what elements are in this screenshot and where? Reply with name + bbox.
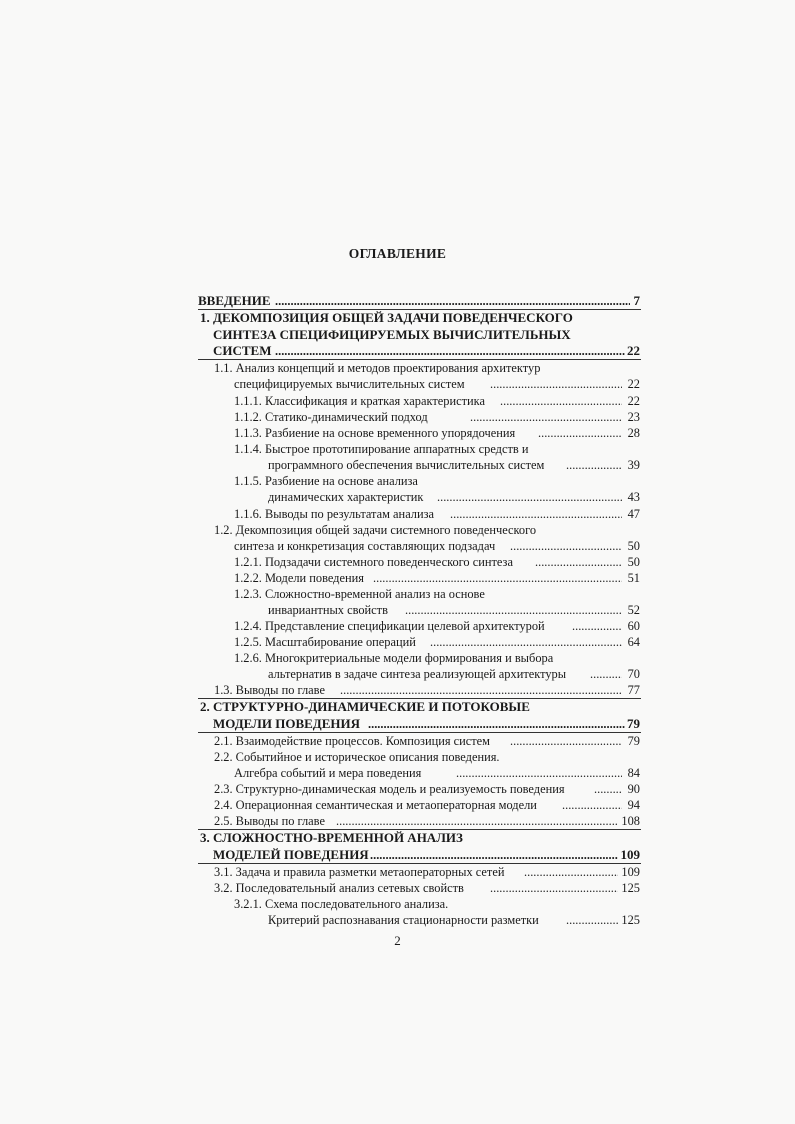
dot-leader [524,864,618,880]
toc-entry[interactable] [0,473,795,489]
toc-entry-text: 2.3. Структурно-динамическая модель и реализуемость поведения [214,782,565,796]
toc-entry[interactable] [0,716,795,732]
toc-entry-text: 1.2.4. Представление спецификации целевой архитектурой [234,619,545,633]
toc-entry-text: 1.1.5. Разбиение на основе анализа [234,474,418,488]
toc-entry[interactable] [0,813,795,829]
page-number: 2 [394,933,401,948]
toc-entry-text: 3.2. Последовательный анализ сетевых свойств [214,881,464,895]
toc-entry[interactable] [0,409,795,425]
dot-leader [566,912,618,928]
dot-leader [336,813,618,829]
dot-leader [470,409,622,425]
dot-leader [370,847,618,863]
dot-leader [368,716,625,732]
toc-entry[interactable] [0,586,795,602]
toc-entry[interactable] [0,634,795,650]
toc-entry-text: СИНТЕЗА СПЕЦИФИЦИРУЕМЫХ ВЫЧИСЛИТЕЛЬНЫХ [213,327,571,342]
toc-entry[interactable] [0,666,795,682]
dot-leader [275,293,630,309]
toc-entry[interactable] [0,538,795,554]
dot-leader [510,538,622,554]
toc-entry-page: 64 [627,635,640,649]
dot-leader [430,634,622,650]
dot-leader [405,602,622,618]
toc-entry[interactable] [0,650,795,666]
toc-entry[interactable] [0,293,795,309]
toc-entry[interactable] [0,765,795,781]
toc-entry[interactable] [0,797,795,813]
toc-entry[interactable] [0,360,795,376]
toc-entry-text: 1.3. Выводы по главе [214,683,325,697]
toc-entry-text: 1.1.6. Выводы по результатам анализа [234,507,435,521]
dot-leader [562,797,622,813]
toc-entry-text: 3.1. Задача и правила разметки метаоператорных сетей [214,865,505,879]
toc-entry-text: 1. ДЕКОМПОЗИЦИЯ ОБЩЕЙ ЗАДАЧИ ПОВЕДЕНЧЕСКОГО [200,310,573,325]
dot-leader [500,393,622,409]
toc-entry-text: СИСТЕМ [213,343,272,358]
toc-entry[interactable] [0,570,795,586]
toc-entry-text: 2.1. Взаимодействие процессов. Композиция систем [214,734,491,748]
toc-entry-text: 1.1.4. Быстрое прототипирование аппаратных средств и [234,442,529,456]
toc-entry-page: 39 [627,458,640,472]
toc-entry-text: 3.2.1. Схема последовательного анализа. [234,897,449,911]
toc-entry-page: 109 [621,865,640,879]
dot-leader [510,733,622,749]
toc-entry[interactable] [0,699,795,715]
toc-entry-text: 2.5. Выводы по главе [214,814,325,828]
toc-entry-text: 1.2.6. Многокритериальные модели формирования и выбора [234,651,554,665]
toc-entry-page: 43 [627,490,640,504]
toc-entry[interactable] [0,781,795,797]
toc-entry-text: 1.1.2. Статико-динамический подход [234,410,428,424]
toc-entry-text: 1.2.3. Сложностно-временной анализ на основе [234,587,485,601]
toc-entry-text: ВВЕДЕНИЕ [198,293,271,308]
toc-entry-text: 1.2.1. Подзадачи системного поведенческого синтеза [234,555,513,569]
toc-entry-page: 79 [627,716,640,731]
page-title: ОГЛАВЛЕНИЕ [348,246,447,261]
toc-entry-text: 2.2. Событийное и историческое описания поведения. [214,750,500,764]
toc-entry-text: специфицируемых вычислительных систем [234,377,465,391]
toc-entry[interactable] [0,554,795,570]
toc-entry-page: 23 [627,410,640,424]
dot-leader [490,880,618,896]
toc-entry-page: 22 [627,343,640,358]
dot-leader [456,765,622,781]
toc-entry-text: 3. СЛОЖНОСТНО-ВРЕМЕННОЙ АНАЛИЗ [200,830,463,845]
dot-leader [566,457,622,473]
toc-entry[interactable] [0,310,795,326]
toc-entry-text: 1.1.3. Разбиение на основе временного упорядочения [234,426,516,440]
toc-entry-page: 79 [627,734,640,748]
toc-entry-text: 1.2. Декомпозиция общей задачи системного поведенческого [214,523,537,537]
toc-entry[interactable] [0,618,795,634]
toc-entry-page: 109 [620,847,640,862]
toc-entry-page: 7 [633,293,640,308]
toc-entry-text: альтернатив в задаче синтеза реализующей архитектуры [268,667,567,681]
toc-entry-page: 22 [627,377,640,391]
toc-entry-text: 2.4. Операционная семантическая и метаоператорная модели [214,798,537,812]
dot-leader [535,554,622,570]
toc-entry-page: 94 [627,798,640,812]
toc-entry-text: 1.2.2. Модели поведения [234,571,364,585]
toc-entry-page: 50 [627,539,640,553]
toc-entry[interactable] [0,830,795,846]
toc-entry[interactable] [0,602,795,618]
toc-entry[interactable] [0,912,795,928]
toc-entry[interactable] [0,522,795,538]
dot-leader [373,570,622,586]
toc-entry-text: Критерий распознавания стационарности разметки [268,913,539,927]
toc-entry[interactable] [0,880,795,896]
dot-leader [450,506,622,522]
toc-entry-text: инвариантных свойств [268,603,388,617]
toc-entry-page: 84 [627,766,640,780]
toc-entry[interactable] [0,376,795,392]
toc-entry[interactable] [0,847,795,863]
toc-entry[interactable] [0,682,795,698]
toc-entry-page: 77 [627,683,640,697]
toc-entry[interactable] [0,441,795,457]
toc-entry-text: синтеза и конкретизация составляющих подзадач [234,539,496,553]
toc-entry[interactable] [0,489,795,505]
toc-entry-page: 52 [627,603,640,617]
dot-leader [538,425,622,441]
toc-entry-page: 50 [627,555,640,569]
toc-entry-text: МОДЕЛИ ПОВЕДЕНИЯ [213,716,361,731]
toc-entry-text: 1.1. Анализ концепций и методов проектирования архитектур [214,361,541,375]
toc-entry[interactable] [0,896,795,912]
toc-entry[interactable] [0,393,795,409]
toc-entry-page: 28 [627,426,640,440]
toc-entry-text: МОДЕЛЕЙ ПОВЕДЕНИЯ [213,847,369,862]
toc-entry-text: 1.1.1. Классификация и краткая характеристика [234,394,485,408]
toc-entry[interactable] [0,864,795,880]
toc-entry-page: 125 [621,881,640,895]
toc-entry-text: программного обеспечения вычислительных систем [268,458,545,472]
toc-entry-page: 125 [621,913,640,927]
toc-entry[interactable] [0,506,795,522]
toc-entry[interactable] [0,425,795,441]
toc-entry-page: 47 [627,507,640,521]
toc-entry-page: 51 [627,571,640,585]
dot-leader [340,682,622,698]
toc-entry-page: 22 [627,394,640,408]
toc-entry[interactable] [0,327,795,343]
dot-leader [594,781,622,797]
dot-leader [490,376,622,392]
toc-entry-page: 70 [627,667,640,681]
toc-entry-text: динамических характеристик [268,490,424,504]
toc-entry[interactable] [0,457,795,473]
dot-leader [590,666,622,682]
toc-entry-text: Алгебра событий и мера поведения [234,766,422,780]
dot-leader [572,618,622,634]
toc-entry-page: 90 [627,782,640,796]
toc-entry[interactable] [0,343,795,359]
toc-entry-text: 2. СТРУКТУРНО-ДИНАМИЧЕСКИЕ И ПОТОКОВЫЕ [200,699,530,714]
toc-entry-text: 1.2.5. Масштабирование операций [234,635,416,649]
toc-entry[interactable] [0,733,795,749]
toc-entry-page: 108 [621,814,640,828]
dot-leader [437,489,622,505]
toc-entry[interactable] [0,749,795,765]
toc-entry-page: 60 [627,619,640,633]
dot-leader [275,343,625,359]
